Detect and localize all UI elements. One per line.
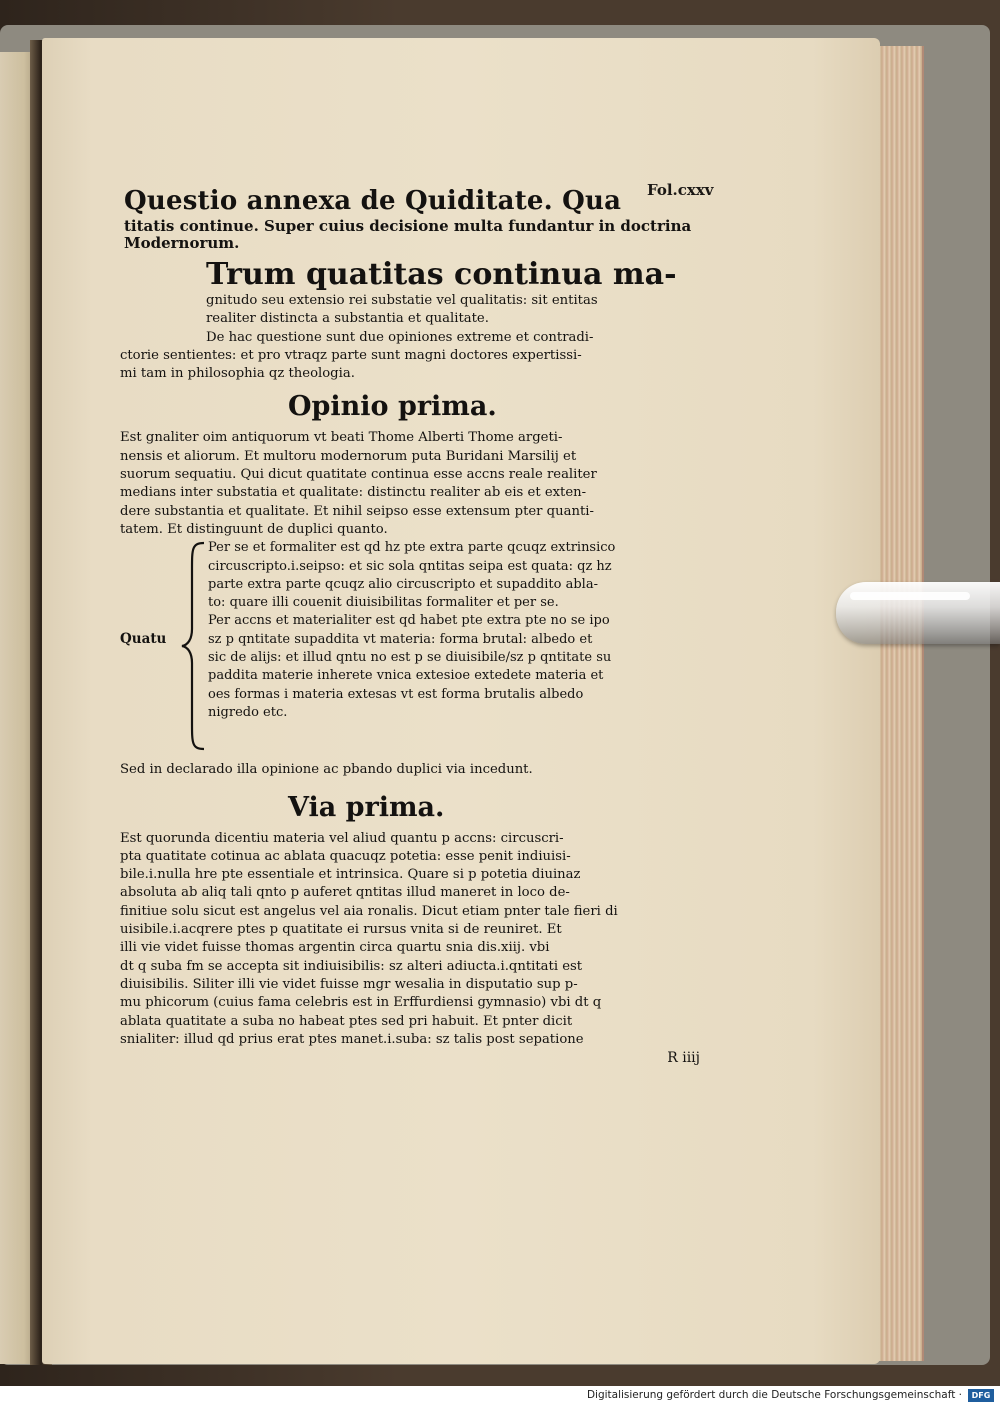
bracket-label: Quatu	[120, 631, 167, 648]
subtitle-line: Modernorum.	[124, 234, 240, 252]
text-line: medians inter substatia et qualitate: distinctu realiter ab eis et exten-	[120, 485, 587, 501]
text-line: sic de alijs: et illud qntu no est p se diuisibile/sz p qntitate su	[208, 650, 612, 666]
text-line: mi tam in philosophia qz theologia.	[120, 366, 355, 382]
bracket-lines	[208, 539, 720, 722]
text-line: pta quatitate cotinua ac ablata quacuqz potetia: esse penit indiuisi-	[120, 848, 571, 864]
text-line: Est gnaliter oim antiquorum vt beati Thome Alberti Thome argeti-	[120, 430, 563, 446]
text-line: finitiue solu sicut est angelus vel aia ronalis. Dicut etiam pnter tale fieri di	[120, 903, 618, 919]
text-line: to: quare illi couenit diuisibilitas formaliter et per se.	[208, 595, 559, 611]
intro-paragraph	[206, 292, 720, 329]
glass-highlight	[850, 592, 970, 600]
text-line: nigredo etc.	[208, 704, 288, 720]
signature-mark: R iiij	[667, 1050, 700, 1067]
text-line: realiter distincta a substantia et qualitate.	[206, 311, 489, 327]
text-line: ablata quatitate a suba no habeat ptes sed pri habuit. Et pnter dicit	[120, 1013, 573, 1029]
chapter-subtitle	[124, 218, 720, 252]
text-line: Per accns et materialiter est qd habet pte extra pte no se ipo	[208, 613, 610, 629]
text-line: snialiter: illud qd prius erat ptes manet.i.suba: sz talis post sepatione	[120, 1031, 584, 1047]
footer-bar	[0, 1386, 1000, 1406]
bracket-diagram	[120, 539, 720, 753]
curly-brace-icon	[178, 539, 208, 753]
text-line: sz p qntitate supaddita vt materia: forma brutal: albedo et	[208, 631, 593, 647]
text-line: mu phicorum (cuius fama celebris est in Erffurdiensi gymnasio) vbi dt q	[120, 995, 602, 1011]
paragraph-1	[120, 329, 720, 347]
text-line: uisibile.i.acqrere ptes p quatitate ei rursus vnita si de reuniret. Et	[120, 922, 562, 938]
text-column	[120, 140, 720, 1067]
text-line: De hac questione sunt due opiniones extreme et contradi-	[206, 329, 594, 345]
text-line: dt q suba fm se accepta sit indiuisibilis: sz alteri adiucta.i.qntitati est	[120, 958, 583, 974]
text-line: Per se et formaliter est qd hz pte extra parte qcuqz extrinsico	[208, 540, 616, 556]
chapter-title: Questio annexa de Quiditate. Qua	[124, 186, 622, 216]
text-line: ctorie sentientes: et pro vtraqz parte sunt magni doctores expertissi-	[120, 347, 582, 363]
text-line: diuisibilis. Siliter illi vie videt fuisse mgr wesalia in disputatio sup p-	[120, 976, 578, 992]
text-line: Est quorunda dicentiu materia vel aliud quantu p accns: circuscri-	[120, 830, 564, 846]
glass-page-weight	[836, 582, 1000, 644]
text-line: nensis et aliorum. Et multoru modernorum puta Buridani Marsilij et	[120, 448, 577, 464]
section-heading-via: Via prima.	[288, 791, 445, 823]
folio-number: Fol.cxxv	[647, 181, 714, 199]
footer-credit: Digitalisierung gefördert durch die Deutsche Forschungsgemeinschaft ·	[586, 1389, 962, 1401]
intro-initial-line: Trum quatitas continua ma-	[206, 257, 677, 292]
paragraph-1-cont	[120, 347, 720, 384]
text-line: tatem. Et distinguunt de duplici quanto.	[120, 521, 388, 537]
text-line: gnitudo seu extensio rei substatie vel qualitatis: sit entitas	[206, 293, 598, 308]
section-heading-opinio: Opinio prima.	[288, 391, 497, 423]
text-line: circuscripto.i.seipso: et sic sola qntitas seipa est quata: qz hz	[208, 558, 612, 574]
text-line: illi vie videt fuisse thomas argentin circa quartu snia dis.xiij. vbi	[120, 940, 550, 956]
text-line: dere substantia et qualitate. Et nihil seipso esse extensum pter quanti-	[120, 503, 594, 519]
dfg-logo-icon: DFG	[968, 1389, 994, 1402]
paragraph-2	[120, 429, 720, 539]
subtitle-line: titatis continue. Super cuius decisione multa fundantur in doctrina	[124, 217, 692, 235]
text-line: oes formas i materia extesas vt est forma brutalis albedo	[208, 686, 584, 702]
text-line: absoluta ab aliq tali qnto p auferet qntitas illud maneret in loco de-	[120, 885, 570, 901]
paragraph-3: Sed in declarado illa opinione ac pbando duplici via incedunt.	[120, 762, 533, 778]
text-line: paddita materie inherete vnica extesioe extedete materia et	[208, 668, 604, 684]
paragraph-4	[120, 830, 720, 1050]
text-line: parte extra parte qcuqz alio circuscripto et supaddito abla-	[208, 576, 598, 592]
text-line: suorum sequatiu. Qui dicut quatitate continua esse accns reale realiter	[120, 467, 597, 483]
text-line: bile.i.nulla hre pte essentiale et intrinsica. Quare si p potetia diuinaz	[120, 867, 581, 883]
